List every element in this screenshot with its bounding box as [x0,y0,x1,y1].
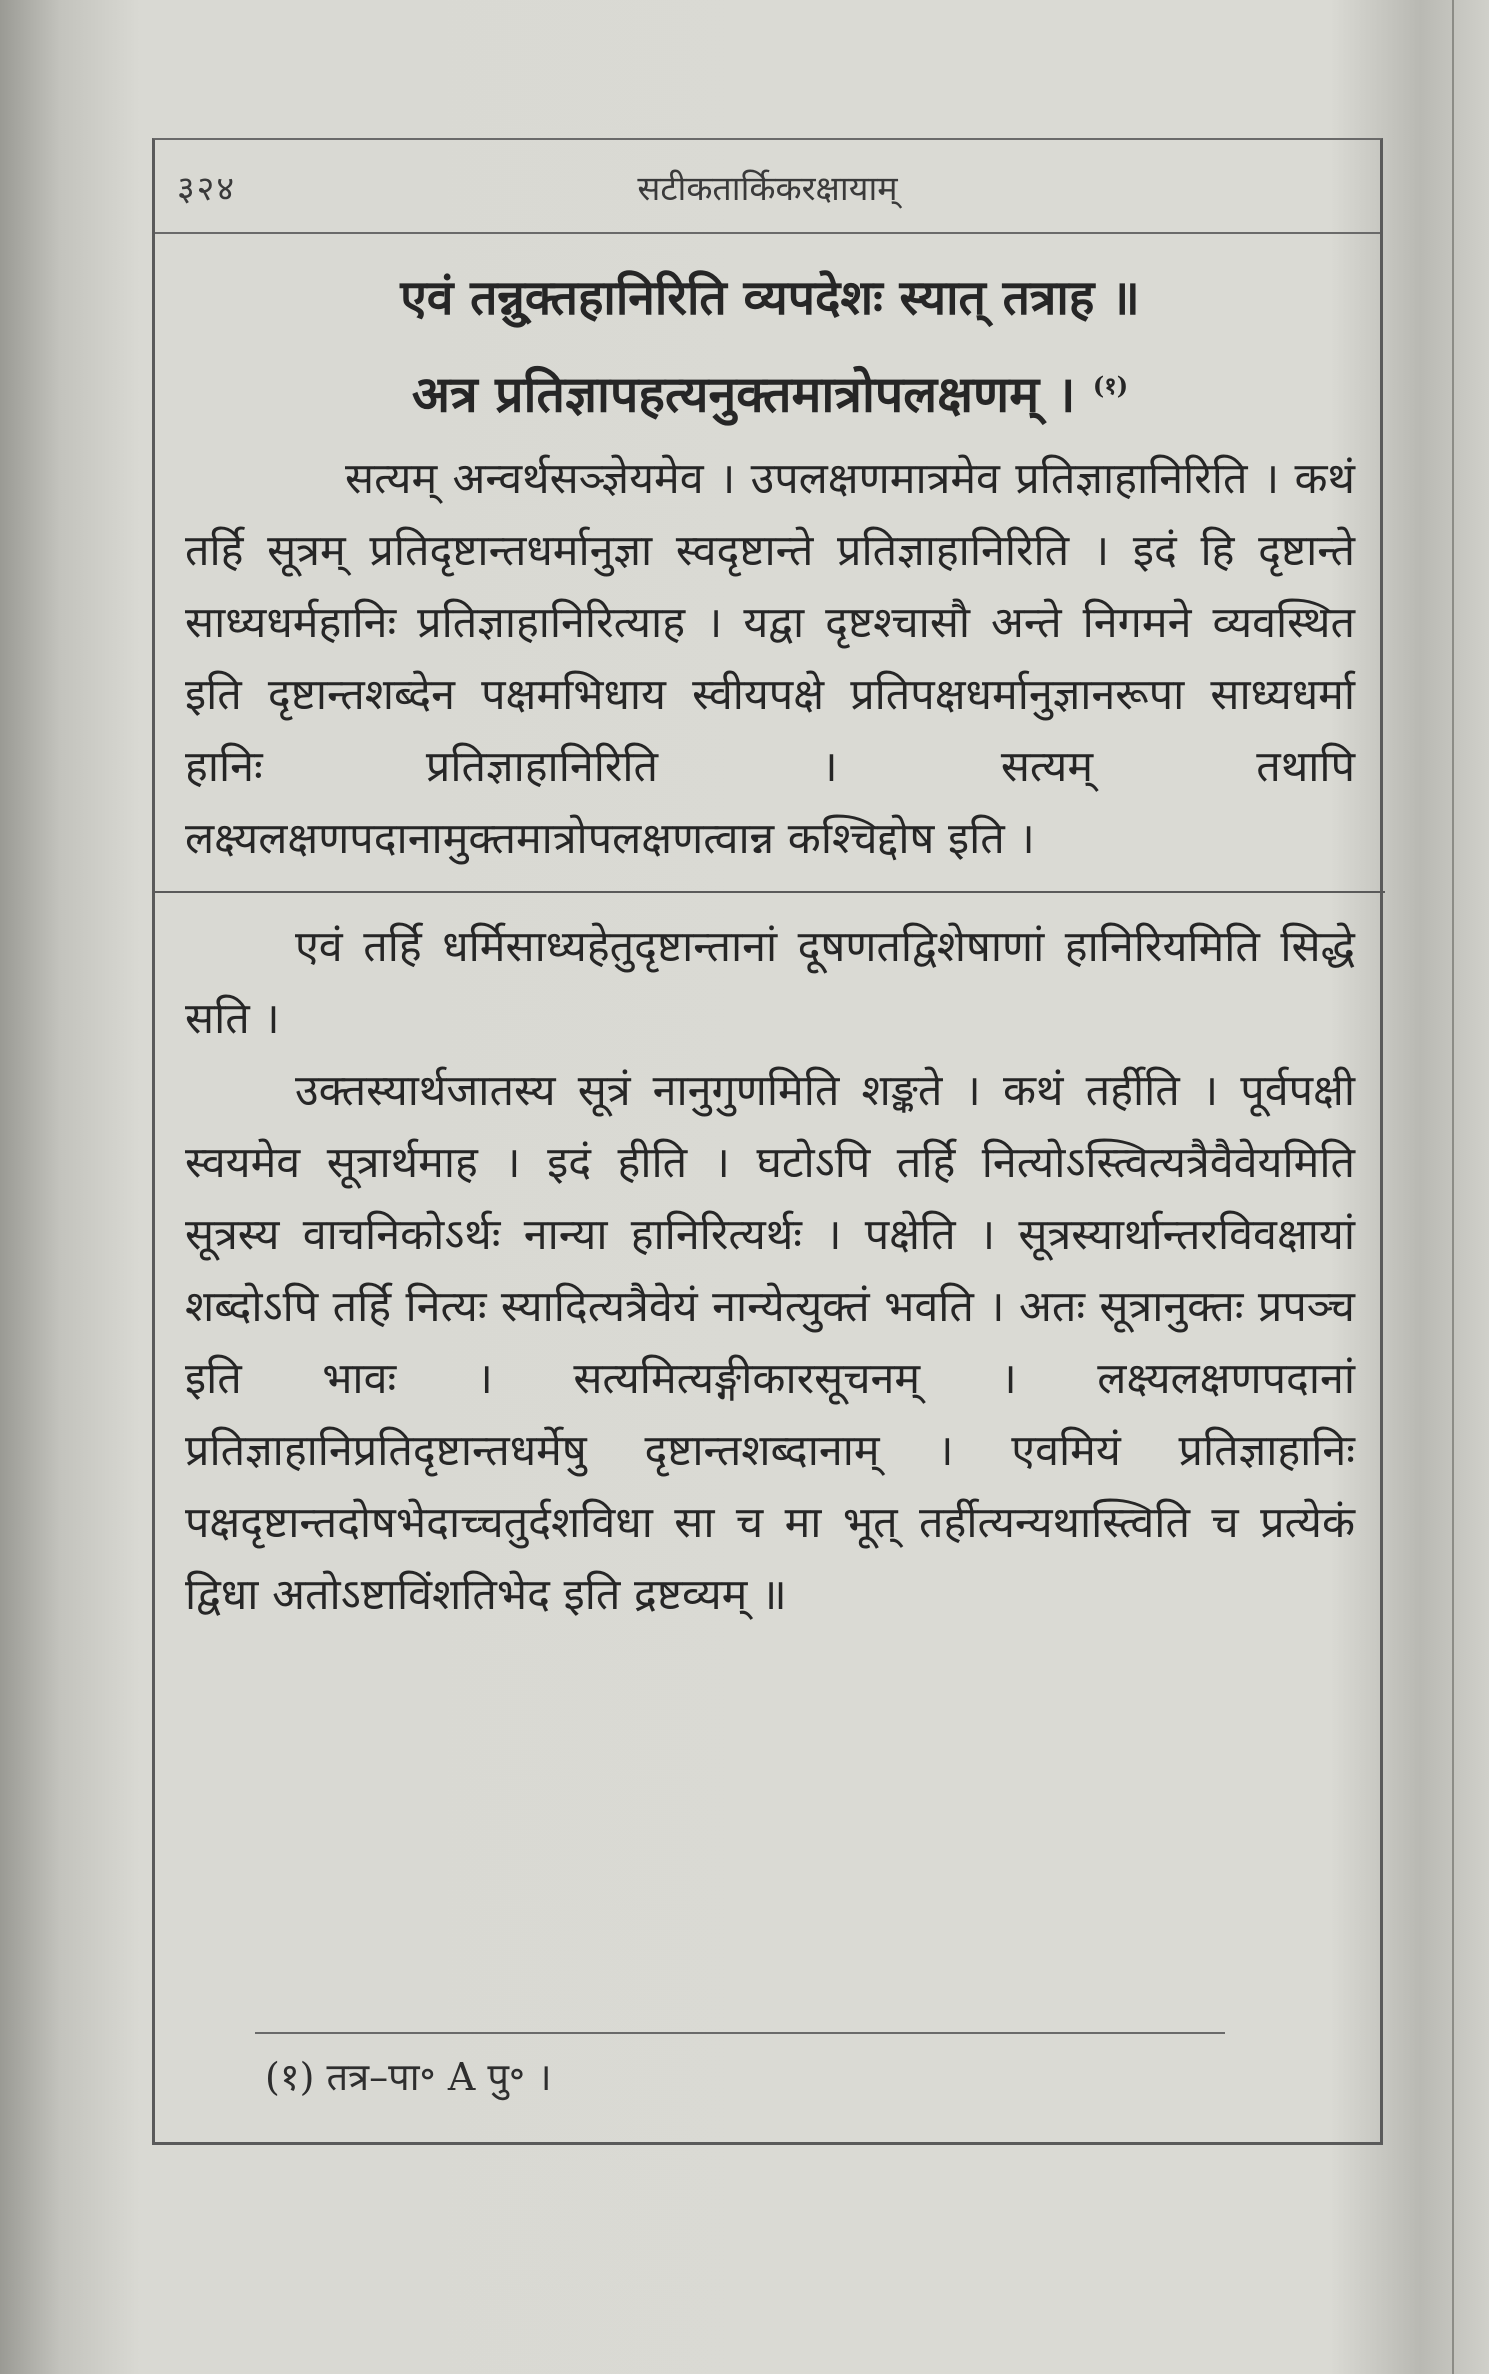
binding-edge [1452,0,1454,2374]
footnote: (१) तत्र–पा॰ A पु॰ । [265,2055,552,2099]
commentary-paragraph: सत्यम् अन्वर्थसञ्ज्ञेयमेव । उपलक्षणमात्रमेव प्रतिज्ञाहानिरिति । कथं तर्हि सूत्रम् प्रतिदृष्टान्तधर्मानुज्ञा स्वदृष्टान्ते प्रतिज्ञाहानिरिति । इदं हि दृष्टान्ते साध्यधर्महानिः प्रतिज्ञाहानिरित्याह । यद्वा दृष्टश्चासौ अन्ते निगमने व्यवस्थित इति दृष्टान्तशब्देन पक्षमभिधाय स्वीयपक्षे प्रतिपक्षधर्मानुज्ञानरूपा साध्यधर्मा हानिः प्रतिज्ञाहानिरिति । सत्यम् तथापि लक्ष्यलक्षणपदानामुक्तमात्रोपलक्षणत्वान्न कश्चिद्दोष इति । [185,453,1355,864]
sutra-footnote-mark: (१) [1092,371,1129,400]
sutra-text: अत्र प्रतिज्ञापहत्यनुक्तमात्रोपलक्षणम् । [411,364,1076,424]
verse-line: एवं तन्नु्क्तहानिरिति व्यपदेशः स्यात् तत्राह ॥ [400,270,1140,326]
page-frame [152,138,1383,2145]
section-divider [155,891,1385,893]
sutra-line [185,344,1355,437]
gloss-paragraph-2: उक्तस्यार्थजातस्य सूत्रं नानुगुणमिति शङ्कते । कथं तर्हीति । पूर्वपक्षी स्वयमेव सूत्रार्थमाह । इदं हीति । घटोऽपि तर्हि नित्योऽस्त्वित्यत्रैवैवेयमिति सूत्रस्य वाचनिकोऽर्थः नान्या हानिरित्यर्थः । पक्षेति । सूत्रस्यार्थान्तरविवक्षायां शब्दोऽपि तर्हि नित्यः स्यादित्यत्रैवेयं नान्येत्युक्तं भवति । अतः सूत्रानुक्तः प्रपञ्च इति भावः । सत्यमित्यङ्गीकारसूचनम् । लक्ष्यलक्षणपदानां प्रतिज्ञाहानिप्रतिदृष्टान्तधर्मेषु दृष्टान्तशब्दानाम् । एवमियं प्रतिज्ञाहानिः पक्षदृष्टान्तदोषभेदाच्चतुर्दशविधा सा च मा भूत् तर्हीत्यन्यथास्त्विति च प्रत्येकं द्विधा अतोऽष्टाविंशतिभेद इति द्रष्टव्यम् ॥ [185,1065,1355,1620]
running-title: सटीकतार्किकरक्षायाम् [637,169,898,209]
gloss-paragraph-1: एवं तर्हि धर्मिसाध्यहेतुदृष्टान्तानां दूषणतद्विशेषाणां हानिरियमिति सिद्धे सति । [185,921,1355,1044]
page-body [185,258,1355,1631]
footnote-divider [255,2032,1225,2034]
page-number: ३२४ [177,169,237,209]
page-header [155,140,1380,234]
